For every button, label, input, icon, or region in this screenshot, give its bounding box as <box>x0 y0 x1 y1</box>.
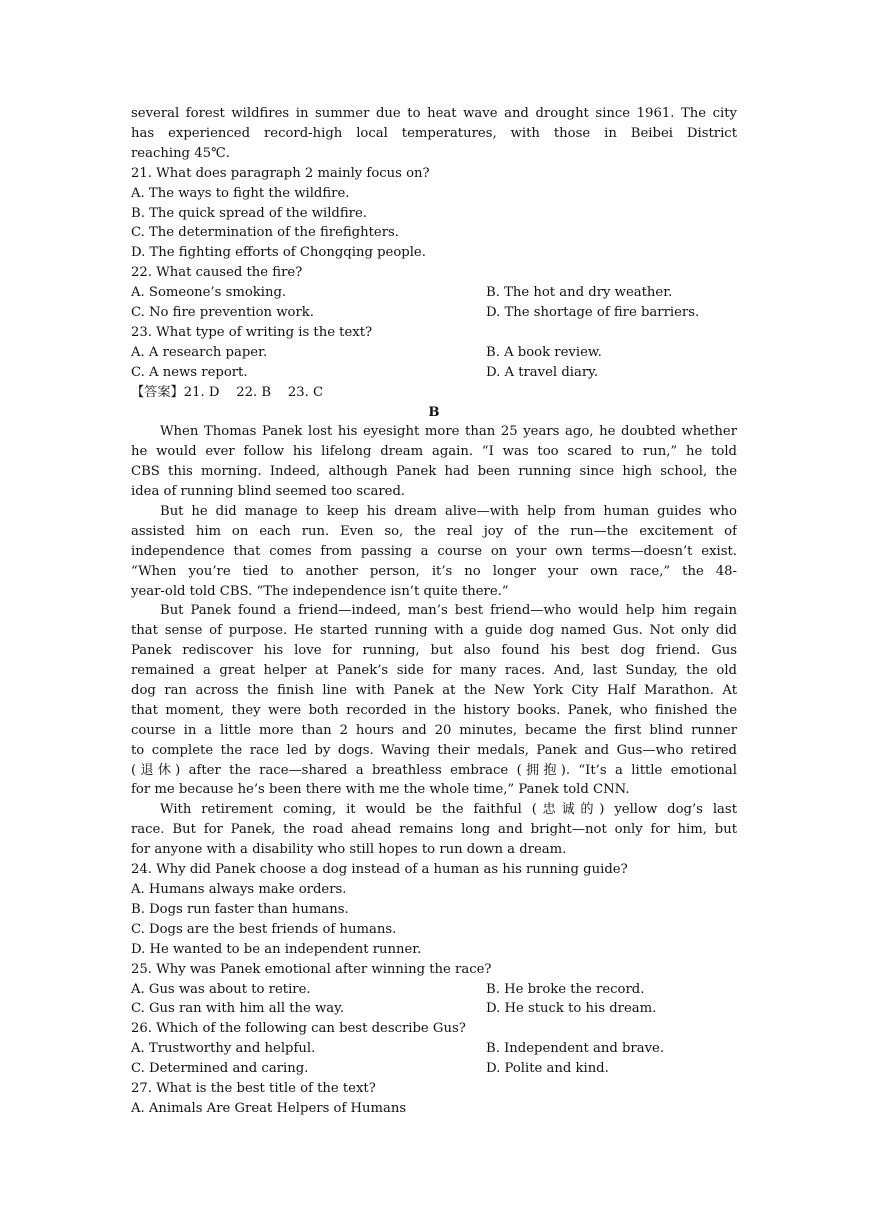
question-26 <box>131 1019 737 1079</box>
option-d: D. Polite and kind. <box>486 1061 609 1077</box>
answer-key: 【答案】21. D 22. B 23. C <box>131 384 324 400</box>
option-row <box>131 303 737 323</box>
question-22 <box>131 263 737 323</box>
text-line: for anyone with a disability who still hopes to run down a dream. <box>131 842 567 858</box>
option-row <box>131 363 737 383</box>
question-21 <box>131 164 737 264</box>
question-text: 27. What is the best title of the text? <box>131 1080 376 1096</box>
question-24 <box>131 860 737 960</box>
question-text: 25. Why was Panek emotional after winning the race? <box>131 961 492 977</box>
option-b: B. He broke the record. <box>486 981 645 997</box>
option-a: A. Trustworthy and helpful. <box>131 1041 316 1057</box>
question-text: 23. What type of writing is the text? <box>131 324 373 340</box>
intro-line: reaching 45℃. <box>131 145 230 161</box>
paragraph-3 <box>131 601 737 800</box>
intro-paragraph <box>131 104 737 164</box>
option-b: B. The quick spread of the wildfire. <box>131 205 367 221</box>
question-27 <box>131 1079 737 1119</box>
text-line: But he did manage to keep his dream alive—with help from human guides who <box>160 503 737 519</box>
option-c: C. Gus ran with him all the way. <box>131 1001 345 1017</box>
text-line: that sense of purpose. He started running with a guide dog named Gus. Not only did <box>131 623 737 639</box>
text-line: “When you’re tied to another person, it’s no longer your own race,” the 48- <box>131 563 737 579</box>
option-c: C. Dogs are the best friends of humans. <box>131 921 397 937</box>
paragraph-2 <box>131 502 737 601</box>
option-a: A. Someone’s smoking. <box>131 285 287 301</box>
option-row <box>131 1039 737 1059</box>
question-text: 26. Which of the following can best describe Gus? <box>131 1021 466 1037</box>
text-line: remained a great helper at Panek’s side for many races. And, last Sunday, the old <box>131 663 737 679</box>
document-page <box>131 104 737 1119</box>
text-line: CBS this morning. Indeed, although Panek had been running since high school, the <box>131 464 737 480</box>
option-b: B. Dogs run faster than humans. <box>131 901 349 917</box>
option-row <box>131 980 737 1000</box>
text-line: course in a little more than 2 hours and 20 minutes, became the first blind runner <box>131 722 737 738</box>
option-row <box>131 343 737 363</box>
text-line: dog ran across the finish line with Panek at the New York City Half Marathon. At <box>131 683 737 699</box>
intro-line: several forest wildfires in summer due to heat wave and drought since 1961. The city <box>131 106 737 121</box>
question-text: 24. Why did Panek choose a dog instead of a human as his running guide? <box>131 862 628 878</box>
option-a: A. The ways to fight the wildfire. <box>131 185 350 201</box>
option-a: A. Humans always make orders. <box>131 881 347 897</box>
passage-b <box>131 422 737 860</box>
option-a: A. Animals Are Great Helpers of Humans <box>131 1100 407 1116</box>
option-c: C. Determined and caring. <box>131 1061 309 1077</box>
question-25 <box>131 960 737 1020</box>
intro-line: has experienced record-high local temperatures, with those in Beibei District <box>131 125 737 141</box>
text-line: year-old told CBS. “The independence isn’t quite there.” <box>131 583 509 599</box>
option-a: A. Gus was about to retire. <box>131 981 311 997</box>
text-line: With retirement coming, it would be the faithful (忠诚的) yellow dog’s last <box>160 802 737 818</box>
option-d: D. A travel diary. <box>486 364 599 380</box>
text-line: independence that comes from passing a course on your own terms—doesn’t exist. <box>131 543 737 559</box>
option-d: D. The fighting efforts of Chongqing people. <box>131 245 426 261</box>
question-text: 22. What caused the fire? <box>131 265 303 281</box>
paragraph-4 <box>131 800 737 860</box>
option-b: B. Independent and brave. <box>486 1041 665 1057</box>
option-row <box>131 283 737 303</box>
option-a: A. A research paper. <box>131 344 268 360</box>
option-d: D. The shortage of fire barriers. <box>486 305 700 321</box>
question-23 <box>131 323 737 383</box>
option-c: C. No fire prevention work. <box>131 305 314 321</box>
section-heading: B <box>428 404 440 420</box>
text-line: (退休) after the race—shared a breathless embrace (拥抱). “It’s a little emotional <box>131 762 737 778</box>
option-b: B. The hot and dry weather. <box>486 285 673 301</box>
question-text: 21. What does paragraph 2 mainly focus on? <box>131 165 430 181</box>
text-line: When Thomas Panek lost his eyesight more than 25 years ago, he doubted whether <box>160 424 737 440</box>
option-row <box>131 999 737 1019</box>
option-d: D. He wanted to be an independent runner. <box>131 941 422 957</box>
text-line: Panek rediscover his love for running, but also found his best dog friend. Gus <box>131 643 737 659</box>
text-line: assisted him on each run. Even so, the real joy of the run—the excitement of <box>131 523 737 539</box>
paragraph-1 <box>131 422 737 502</box>
option-row <box>131 1059 737 1079</box>
text-line: idea of running blind seemed too scared. <box>131 484 406 500</box>
option-c: C. A news report. <box>131 364 248 380</box>
text-line: race. But for Panek, the road ahead remains long and bright—not only for him, but <box>131 822 737 838</box>
option-b: B. A book review. <box>486 344 602 360</box>
option-c: C. The determination of the firefighters. <box>131 225 399 241</box>
text-line: to complete the race led by dogs. Waving their medals, Panek and Gus—who retired <box>131 742 737 758</box>
text-line: But Panek found a friend—indeed, man’s best friend—who would help him regain <box>160 603 737 619</box>
text-line: that moment, they were both recorded in the history books. Panek, who finished the <box>131 702 737 718</box>
text-line: for me because he’s been there with me the whole time,” Panek told CNN. <box>131 782 630 798</box>
text-line: he would ever follow his lifelong dream again. “I was too scared to run,” he told <box>131 444 737 460</box>
option-d: D. He stuck to his dream. <box>486 1001 657 1017</box>
